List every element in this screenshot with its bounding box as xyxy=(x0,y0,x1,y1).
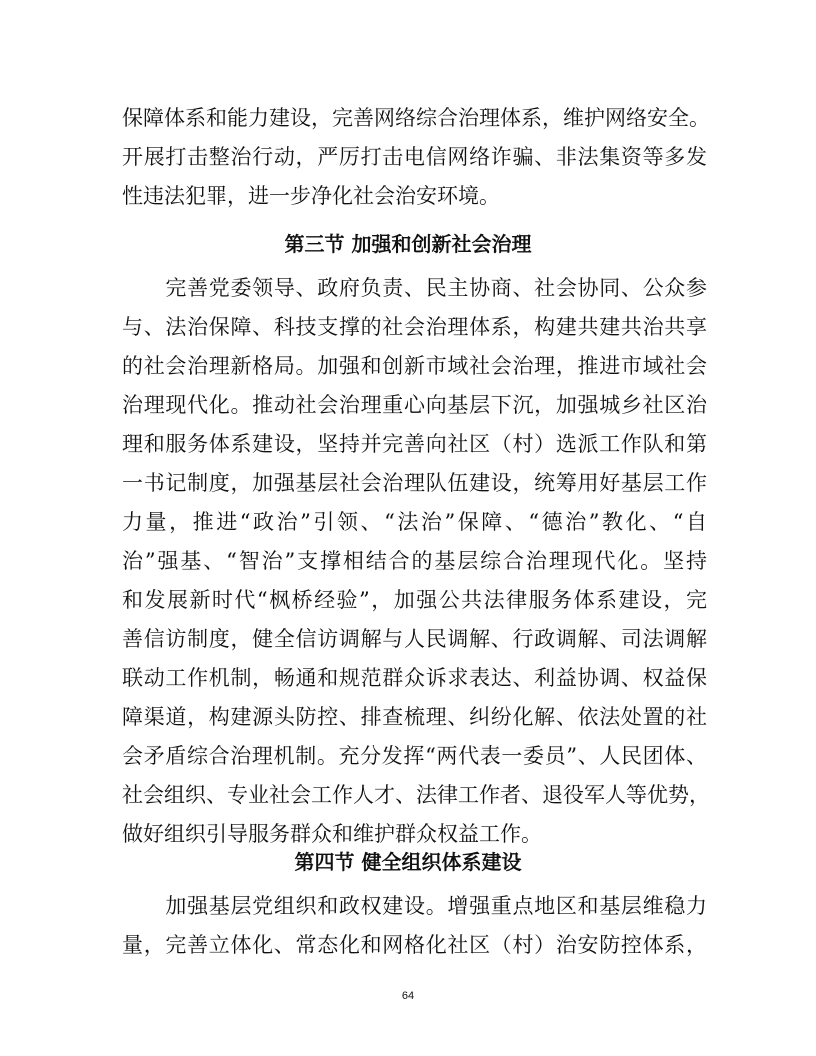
paragraph-line: 联动工作机制，畅通和规范群众诉求表达、利益协调、权益保 xyxy=(122,666,707,690)
paragraph-line: 会矛盾综合治理机制。充分发挥“两代表一委员”、人民团体、 xyxy=(122,744,707,768)
paragraph-line: 的社会治理新格局。加强和创新市域社会治理，推进市域社会 xyxy=(122,354,707,378)
paragraph-line: 保障体系和能力建设，完善网络综合治理体系，维护网络安全。 xyxy=(122,106,710,130)
paragraph-line: 加强基层党组织和政权建设。增强重点地区和基层维稳力 xyxy=(122,894,707,918)
paragraph-line: 开展打击整治行动，严厉打击电信网络诈骗、非法集资等多发 xyxy=(122,145,707,169)
paragraph-line: 力量，推进“政治”引领、“法治”保障、“德治”教化、“自 xyxy=(122,510,707,534)
paragraph-line: 理和服务体系建设，坚持并完善向社区（村）选派工作队和第 xyxy=(122,432,707,456)
section-heading: 第四节 健全组织体系建设 xyxy=(294,850,522,874)
paragraph-line: 一书记制度，加强基层社会治理队伍建设，统筹用好基层工作 xyxy=(122,471,707,495)
paragraph-line: 和发展新时代“枫桥经验”，加强公共法律服务体系建设，完 xyxy=(122,588,707,612)
paragraph-line: 社会组织、专业社会工作人才、法律工作者、退役军人等优势， xyxy=(122,783,710,807)
paragraph-line: 量，完善立体化、常态化和网格化社区（村）治安防控体系， xyxy=(122,933,707,957)
paragraph-line: 性违法犯罪，进一步净化社会治安环境。 xyxy=(122,184,500,208)
paragraph-line: 治”强基、“智治”支撑相结合的基层综合治理现代化。坚持 xyxy=(122,549,707,573)
paragraph-line: 善信访制度，健全信访调解与人民调解、行政调解、司法调解 xyxy=(122,627,707,651)
page-number: 64 xyxy=(401,990,415,1002)
paragraph-line: 与、法治保障、科技支撑的社会治理体系，构建共建共治共享 xyxy=(122,315,707,339)
paragraph-line: 治理现代化。推动社会治理重心向基层下沉，加强城乡社区治 xyxy=(122,393,707,417)
paragraph-line: 做好组织引导服务群众和维护群众权益工作。 xyxy=(122,822,542,846)
paragraph-line: 障渠道，构建源头防控、排查梳理、纠纷化解、依法处置的社 xyxy=(122,705,707,729)
section-heading: 第三节 加强和创新社会治理 xyxy=(284,232,532,256)
paragraph-line: 完善党委领导、政府负责、民主协商、社会协同、公众参 xyxy=(122,276,707,300)
